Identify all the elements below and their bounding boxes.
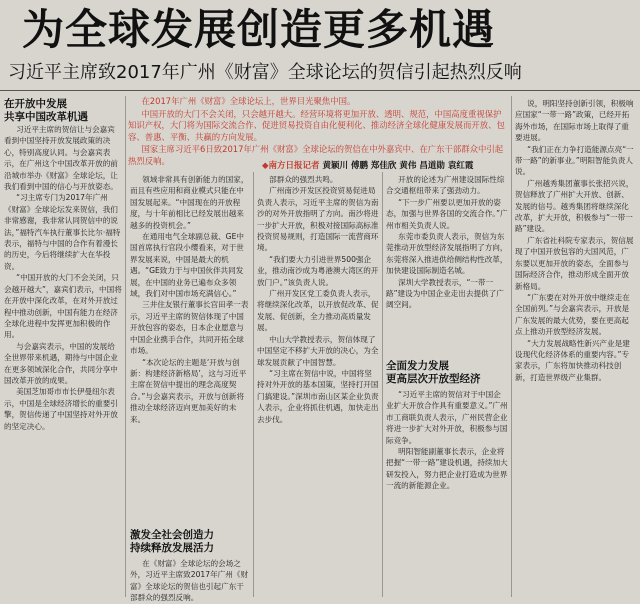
lead-intro (128, 96, 506, 169)
right-mid-column (386, 174, 508, 354)
header-divider (0, 90, 640, 91)
mid-left-paragraph: 三井住友银行董事长宫田孝一表示，习近平主席的贺信体现了中国开放包容的姿态，日本企业愿意与中国企业携手合作，共同开拓全球市场。 (130, 300, 249, 356)
mid-left-paragraph: “本次论坛的主题是‘开放与创新：构建经济新格局’，这与习近平主席在贺信中提出的理念高度契合。”与会嘉宾表示，开放与创新将推动全球经济迈向更加美好的未来。 (130, 357, 247, 424)
left-paragraph: “习主席专门为2017年广州《财富》全球论坛发来贺信，我们非常感谢，我非常认同贺信中的说法，”福特汽车执行董事长比尔·福特表示，福特与中国的合作有着漫长的历史，今后将继续扩大在华投资。 (4, 193, 121, 271)
mid-left-tail: 在《财富》全球论坛的会场之外，习近平主席致2017年广州《财富》全球论坛的贺信也引起广东干部群众的强烈反响。 (130, 559, 249, 603)
mid-right-paragraph: 广州开发区党工委负责人表示，将继续深化改革，以开放促改革、促发展、促创新，全力推动高质量发展。 (257, 289, 379, 333)
right-mid-tail: 明阳智能副董事长表示，企业将把握“一带一路”建设机遇，持续加大研发投入，努力把企业打造成为世界一流的新能源企业。 (386, 447, 508, 491)
mid-left-paragraph: 领域非常具有创新能力的国家，而且有些应用和商业模式只能在中国发展起来。“中国现在的开放程度，与十年前相比已经发展出越来越多的投资机会。” (130, 175, 249, 230)
column-divider (382, 172, 383, 597)
mid-right-paragraph: 部群众的强烈共鸣。 (269, 175, 338, 184)
mid-right-paragraph: “我们要大力引进世界500强企业，推动南沙成为粤港澳大湾区的开放门户。”该负责人说。 (257, 254, 379, 287)
mid-left-column-bottom (130, 525, 250, 603)
left-heading-line2: 共享中国改革机遇 (4, 111, 88, 123)
mid-left-paragraph: 在通用电气全球副总裁、GE中国首席执行官段小缨看来，对于世界发展来说，中国是最大的机遇。“GE致力于与中国伙伴共同发展，在中国的业务已遍布众多领域，我们对中国市场充满信心。” (130, 232, 244, 299)
right-mid-paragraph: 开放的论述为广州建设国际性综合交通枢纽带来了强劲动力。 (386, 175, 505, 196)
right-mid-paragraph: “下一步广州要以更加开放的姿态，加强与世界各国的交流合作。”广州市相关负责人说。 (386, 197, 508, 230)
right-paragraph: 说，明阳坚持创新引领，积极响应国家“一带一路”政策，已经开拓海外市场，在国际市场上取得了重要进展。 (515, 99, 634, 143)
right-paragraph: “广东要在对外开放中继续走在全国前列。”与会嘉宾表示，开放是广东发展的最大优势，要在更高起点上推动开放型经济发展。 (515, 292, 630, 337)
right-paragraph: 广东省社科院专家表示，贺信展现了中国开放包容的大国风范，广东要以更加开放的姿态，全面参与国际经济合作，推动形成全面开放新格局。 (515, 235, 634, 291)
column-divider (125, 96, 126, 597)
mid-right-column (257, 174, 379, 596)
headline: 为全球发展创造更多机遇 (22, 5, 496, 54)
lead-paragraph: 在2017年广州《财富》全球论坛上，世界目光聚焦中国。 (141, 96, 356, 106)
left-paragraph: 与会嘉宾表示，中国的发展给全世界带来机遇，期待与中国企业在更多领域深化合作，共同分享中国改革开放的成果。 (4, 341, 118, 385)
column-divider (511, 96, 512, 597)
right-mid-paragraph: 东莞市委负责人表示，贺信为东莞推动开放型经济发展指明了方向，东莞将深入推进供给侧结构性改革，加快建设国际制造名城。 (386, 232, 508, 276)
mid-right-paragraph: 广州南沙开发区投资贸易促进局负责人表示，习近平主席的贺信为南沙的对外开放指明了方向。南沙将进一步扩大开放，积极对接国际高标准投资贸易规则，打造国际一流营商环境。 (257, 186, 379, 253)
mid-right-paragraph: 中山大学教授表示，贺信体现了中国坚定不移扩大开放的决心，为全球发展贡献了中国智慧。 (257, 334, 379, 367)
mid-right-paragraph: “习主席在贺信中说，中国将坚持对外开放的基本国策，坚持打开国门搞建设。”深圳市南山区某企业负责人表示，企业将抓住机遇，加快走出去步伐。 (257, 368, 379, 424)
left-heading-line1: 在开放中发展 (4, 98, 67, 110)
subheadline: 习近平主席致2017年广州《财富》全球论坛的贺信引起热烈反响 (8, 62, 522, 83)
right-mid-tail: “习近平主席的贺信对于中国企业扩大开放合作具有重要意义。”广州市工商联负责人表示，广州民营企业将进一步扩大对外开放，积极参与国际竞争。 (386, 390, 508, 445)
lead-paragraph: 中国开放的大门不会关闭，只会越开越大。经营环境将更加开放、透明、规范，中国高度重视保护知识产权，大门将为国际交流合作、促进贸易投资自由化便利化、推动经济全球化健康发展而开放、包容、普惠、平衡、共赢的方向发展。 (128, 108, 505, 142)
column-divider (253, 172, 254, 597)
right-mid-column-bottom (386, 356, 508, 596)
section-heading-open-economy: 全面发力发展 更高层次开放型经济 (386, 360, 481, 385)
lead-paragraph: 国家主席习近平6日致2017年广州《财富》全球论坛的贺信在中外嘉宾中、在广东干部群众中引起热烈反响。 (128, 144, 504, 166)
byline-source: ◆南方日报记者 (262, 161, 320, 171)
left-paragraph: 美国芝加哥市市长伊曼纽尔表示，中国是全球经济增长的重要引擎，贺信传递了中国坚持对外开放的坚定决心。 (4, 387, 118, 431)
section-heading-creativity: 激发全社会创造力 持续释放发展活力 (130, 529, 214, 554)
right-paragraph: 广州越秀集团董事长张招兴说，贺信释放了广州扩大开放、创新、发展的信号。越秀集团将继续深化改革，扩大开放，积极参与“一带一路”建设。 (515, 178, 634, 234)
right-column (515, 98, 636, 596)
left-column-heading (4, 98, 124, 124)
right-paragraph: “大力发展战略性新兴产业是建设现代化经济体系的重要内容。”专家表示，广东将加快推动科技创新，打造世界级产业集群。 (515, 338, 630, 382)
left-paragraph: “中国开放的大门不会关闭，只会越开越大”，嘉宾们表示，中国将在开放中深化改革，在对外开放过程中推动创新，中国有能力在经济全球化进程中发挥更加积极的作用。 (4, 273, 122, 340)
byline (262, 159, 522, 171)
byline-names: 黄颖川 傅鹏 郑佳欣 黄伟 昌道勋 袁红霞 (322, 161, 474, 171)
left-column (4, 124, 122, 596)
right-paragraph: “我们正在力争打造能源点亮“一带一路”的新事业。”明阳智能负责人说。 (515, 144, 634, 177)
right-mid-paragraph: 深圳大学教授表示，“一带一路”建设为中国企业走出去提供了广阔空间。 (386, 277, 504, 310)
left-paragraph: 习近平主席的贺信让与会嘉宾看到中国坚持开放发展政策的决心，特别高度认同。与会嘉宾表示，在广州这个中国改革开放的前沿城市举办《财富》全球论坛，让我们看到中国的信心与开放姿态。 (4, 125, 118, 192)
